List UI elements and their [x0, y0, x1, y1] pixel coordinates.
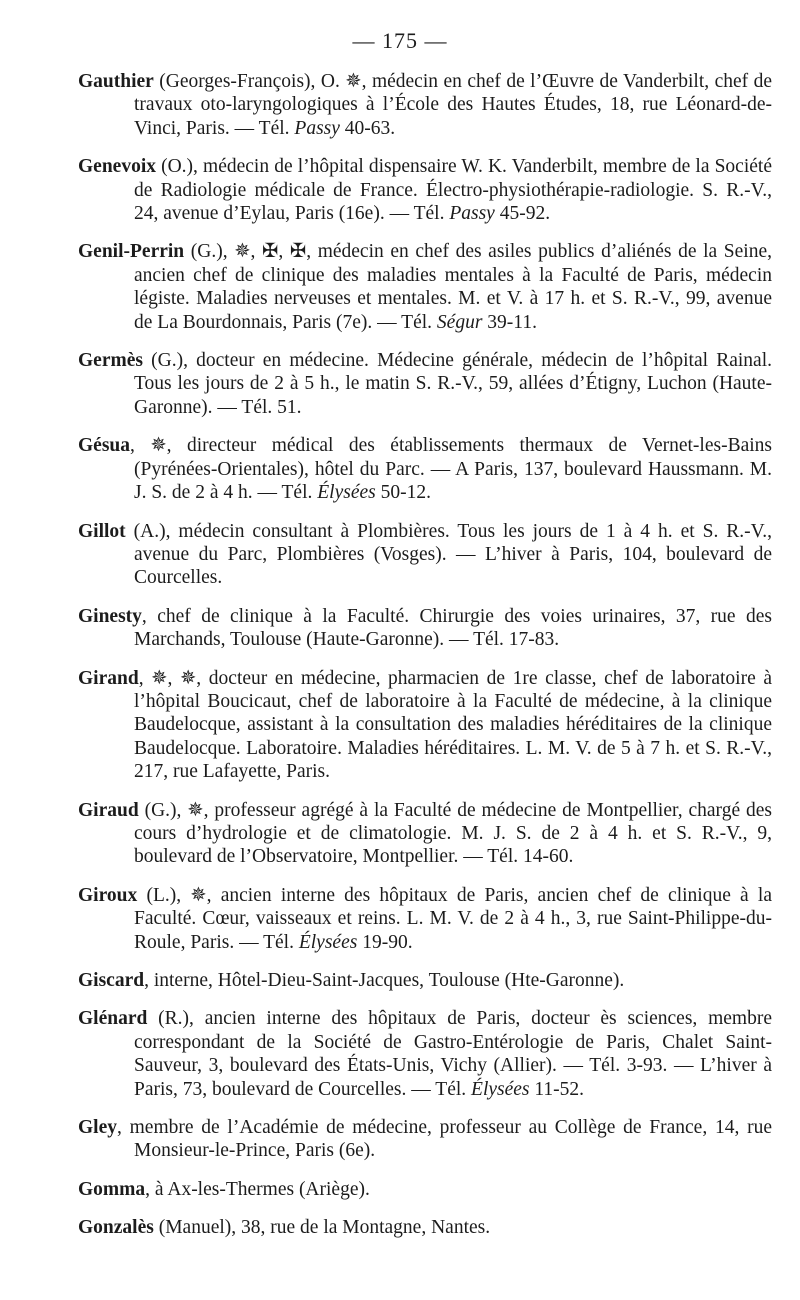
directory-entry	[78, 1007, 772, 1101]
entry-text: (G.), ✵, ✠, ✠, médecin en chef des asiles publics d’aliénés de la Seine, ancien chef de clinique des maladies mentales à la Faculté de Paris, médecin légiste. Maladies nerveuses et mentales. M. et V. à 17 h. et S. R.-V., 99, avenue de La Bourdonnais, Paris (7e). — Tél.	[134, 241, 772, 333]
entry-text: , ✵, directeur médical des établissements thermaux de Vernet-les-Bains (Pyrénées-Orientales), hôtel du Parc. — A Paris, 137, boulevard Haussmann. M. J. S. de 2 à 4 h. — Tél.	[130, 435, 772, 504]
entry-text: , chef de clinique à la Faculté. Chirurgie des voies urinaires, 37, rue des Marchands, Toulouse (Haute-Garonne). — Tél. 17-83.	[134, 605, 772, 651]
entry-text: (Manuel), 38, rue de la Montagne, Nantes.	[153, 1217, 491, 1239]
entry-text: (A.), médecin consultant à Plombières. Tous les jours de 1 à 4 h. et S. R.-V., avenue du Parc, Plombières (Vosges). — L’hiver à Paris, 104, boulevard de Courcelles.	[125, 520, 772, 589]
entry-list	[78, 70, 772, 1255]
entry-name: Genevoix	[78, 156, 156, 178]
entry-tel-number: 50-12.	[375, 482, 431, 504]
entry-text: (G.), ✵, professeur agrégé à la Faculté de médecine de Montpellier, chargé des cours d’hydrologie et de climatologie. M. J. S. de 2 à 4 h. et S. R.-V., 9, boulevard de l’Observatoire, Montpellier. — Tél. 14-60.	[134, 799, 772, 868]
entry-tel-number: 40-63.	[339, 117, 396, 139]
directory-entry	[78, 1216, 772, 1239]
directory-entry	[78, 1116, 772, 1163]
entry-tel-exchange: Passy	[294, 117, 340, 139]
entry-text: (R.), ancien interne des hôpitaux de Paris, docteur ès sciences, membre correspondant de la Société de Gastro-Entérologie de Paris, Chalet Saint-Sauveur, 3, boulevard des États-Unis, Vichy (Allier). — Tél. 3-93. — L’hiver à Paris, 73, boulevard de Courcelles. — Tél.	[134, 1008, 772, 1100]
entry-name: Glénard	[78, 1008, 148, 1030]
directory-entry	[78, 667, 772, 784]
entry-name: Germès	[78, 350, 143, 372]
directory-entry	[78, 434, 772, 504]
entry-text: (O.), médecin de l’hôpital dispensaire W. K. Vanderbilt, membre de la Société de Radiologie médicale de France. Électro-physiothérapie-radiologie. S. R.-V., 24, avenue d’Eylau, Paris (16e). — Tél.	[134, 156, 772, 225]
directory-entry	[78, 884, 772, 954]
directory-entry	[78, 1178, 772, 1201]
entry-text: , ✵, ✵, docteur en médecine, pharmacien de 1re classe, chef de laboratoire à l’hôpital Boucicaut, chef de laboratoire à la Faculté de médecine, à la clinique Baudelocque, assistant à la consultation des maladies héréditaires de la clinique Baudelocque. Laboratoire. Maladies héréditaires. L. M. V. de 5 à 7 h. et S. R.-V., 217, rue Lafayette, Paris.	[134, 667, 772, 783]
entry-name: Gley	[78, 1117, 117, 1139]
entry-tel-exchange: Ségur	[436, 311, 483, 333]
entry-text: , interne, Hôtel-Dieu-Saint-Jacques, Toulouse (Hte-Garonne).	[144, 970, 625, 991]
directory-entry	[78, 605, 772, 652]
entry-name: Gillot	[78, 520, 126, 542]
entry-name: Genil-Perrin	[78, 241, 185, 263]
entry-text: , à Ax-les-Thermes (Ariège).	[145, 1178, 370, 1200]
entry-name: Gauthier	[78, 71, 154, 92]
entry-tel-number: 45-92.	[494, 203, 551, 225]
entry-name: Gomma	[78, 1178, 146, 1200]
directory-entry	[78, 240, 772, 334]
entry-text: (L.), ✵, ancien interne des hôpitaux de Paris, ancien chef de clinique à la Faculté. Cœur, vaisseaux et reins. L. M. V. de 2 à 4 h., 3, rue Saint-Philippe-du-Roule, Paris. — Tél.	[134, 884, 772, 953]
entry-name: Girand	[78, 667, 139, 689]
directory-entry	[78, 70, 772, 140]
directory-entry	[78, 969, 772, 992]
entry-name: Gésua	[78, 435, 131, 457]
entry-name: Ginesty	[78, 605, 142, 627]
directory-entry	[78, 349, 772, 419]
entry-name: Giraud	[78, 799, 139, 821]
entry-name: Giroux	[78, 884, 138, 906]
directory-entry	[78, 799, 772, 869]
directory-entry	[78, 520, 772, 590]
entry-tel-exchange: Élysées	[298, 931, 358, 953]
entry-tel-exchange: Élysées	[317, 482, 376, 504]
entry-name: Gonzalès	[78, 1217, 154, 1239]
directory-entry	[78, 155, 772, 225]
entry-tel-number: 39-11.	[482, 311, 537, 333]
entry-tel-exchange: Élysées	[471, 1078, 530, 1100]
entry-tel-number: 11-52.	[529, 1078, 585, 1100]
entry-text: (Georges-François), O. ✵, médecin en chef de l’Œuvre de Vanderbilt, chef de travaux oto-laryngologiques à l’École des Hautes Études, 18, rue Léonard-de-Vinci, Paris. — Tél.	[134, 71, 772, 139]
entry-name: Giscard	[78, 970, 145, 991]
page-number: — 175 —	[352, 28, 448, 53]
entry-tel-number: 19-90.	[357, 931, 413, 953]
entry-text: , membre de l’Académie de médecine, professeur au Collège de France, 14, rue Monsieur-le-Prince, Paris (6e).	[117, 1117, 772, 1162]
entry-text: (G.), docteur en médecine. Médecine générale, médecin de l’hôpital Rainal. Tous les jours de 2 à 5 h., le matin S. R.-V., 59, allées d’Étigny, Luchon (Haute-Garonne). — Tél. 51.	[134, 350, 772, 418]
entry-tel-exchange: Passy	[449, 203, 495, 225]
